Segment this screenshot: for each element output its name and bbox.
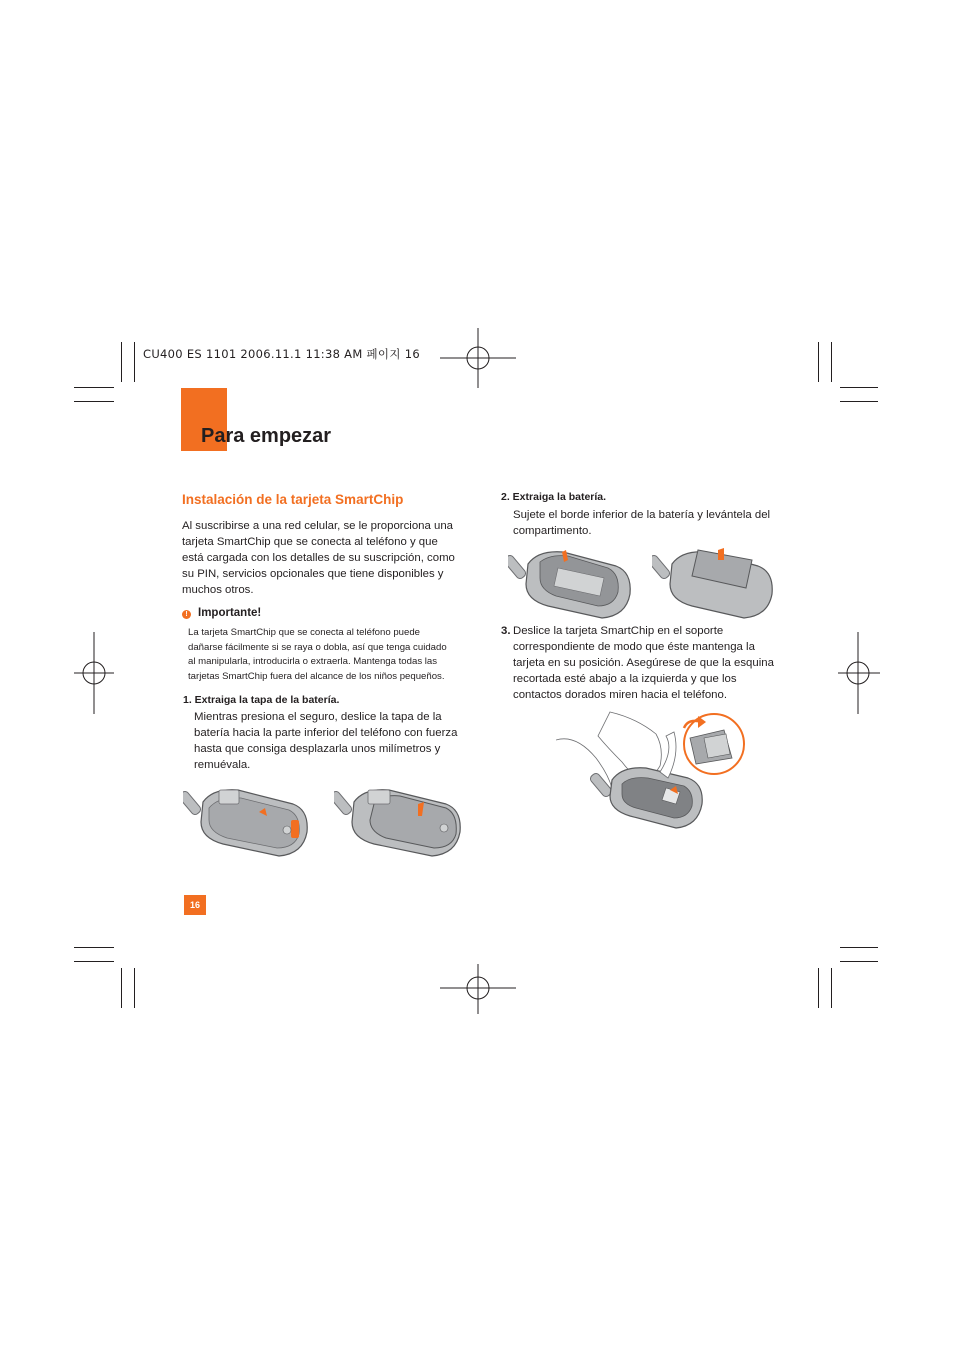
crop-mark (840, 401, 878, 402)
important-note (188, 626, 478, 684)
text-line: Mientras presiona el seguro, deslice la tapa de la (194, 711, 442, 723)
crop-mark (831, 968, 832, 1008)
illustration-remove-battery-2 (652, 546, 776, 624)
crop-mark (121, 968, 122, 1008)
text-line: compartimento. (513, 525, 592, 537)
step-3-number: 3. (501, 625, 511, 637)
crop-mark (74, 947, 114, 948)
step-1-text (194, 709, 484, 773)
page-number: 16 (184, 895, 206, 915)
text-line: su PIN, servicios opcionales que tiene disponibles y (182, 568, 444, 580)
registration-mark-bottom (440, 964, 516, 1024)
registration-mark-left (74, 632, 114, 714)
print-slug: CU400 ES 1101 2006.11.1 11:38 AM 페이지 16 (143, 347, 420, 361)
text-line: recortada esté abajo a la izquierda y que los (513, 673, 737, 685)
text-line: Deslice la tarjeta SmartChip en el soporte (513, 625, 724, 637)
warning-icon: ! (182, 610, 191, 619)
text-line: tarjeta SmartChip que se conecta al teléfono y que (182, 536, 438, 548)
registration-mark-right (838, 632, 880, 714)
text-line: contactos dorados miren hacia el teléfono. (513, 689, 728, 701)
step-1-title: 1. Extraiga la tapa de la batería. (183, 694, 340, 706)
crop-mark (134, 968, 135, 1008)
text-line: La tarjeta SmartChip que se conecta al teléfono puede (188, 627, 421, 638)
text-line: Sujete el borde inferior de la batería y levántela del (513, 509, 771, 521)
crop-mark (818, 342, 819, 382)
step-2-text (513, 507, 793, 539)
illustration-insert-smartchip (556, 708, 756, 836)
step-3-first-line (501, 623, 791, 639)
crop-mark (840, 947, 878, 948)
text-line: al manipularla, introducirla o extraerla. Mantenga todas las (188, 656, 438, 667)
crop-mark (818, 968, 819, 1008)
text-line: batería hacia la parte inferior del teléfono con fuerza (194, 727, 458, 739)
text-line: muchos otros. (182, 584, 254, 596)
page-title: Para empezar (201, 425, 332, 447)
text-line: dañarse fácilmente si se raya o dobla, así que tenga cuidado (188, 641, 447, 653)
crop-mark (134, 342, 135, 382)
illustration-remove-cover-2 (334, 782, 466, 862)
illustration-remove-cover-1 (183, 782, 313, 862)
text-line: hasta que consiga desplazarla unos milímetros y (194, 743, 441, 755)
crop-mark (831, 342, 832, 382)
text-line: correspondiente de modo que éste mantenga la (513, 641, 755, 653)
crop-mark (121, 342, 122, 382)
text-line: remuévala. (194, 759, 251, 771)
crop-mark (840, 387, 878, 388)
registration-mark-top (440, 328, 516, 388)
text-line: tarjetas SmartChip fuera del alcance de los niños pequeños. (188, 670, 445, 682)
crop-mark (840, 961, 878, 962)
text-line: tarjeta en su posición. Asegúrese de que la esquina (513, 657, 774, 669)
section-heading: Instalación de la tarjeta SmartChip (182, 492, 404, 507)
text-line: Al suscribirse a una red celular, se le proporciona una (182, 520, 453, 532)
intro-paragraph (182, 518, 472, 598)
important-label: Importante! (198, 607, 262, 619)
text-line: está cargada con los detalles de su suscripción, como (182, 552, 455, 564)
step-2-title: 2. Extraiga la batería. (501, 491, 607, 503)
crop-mark (74, 387, 114, 388)
crop-mark (74, 401, 114, 402)
step-3-text (501, 623, 791, 703)
crop-mark (74, 961, 114, 962)
illustration-remove-battery-1 (508, 546, 634, 624)
